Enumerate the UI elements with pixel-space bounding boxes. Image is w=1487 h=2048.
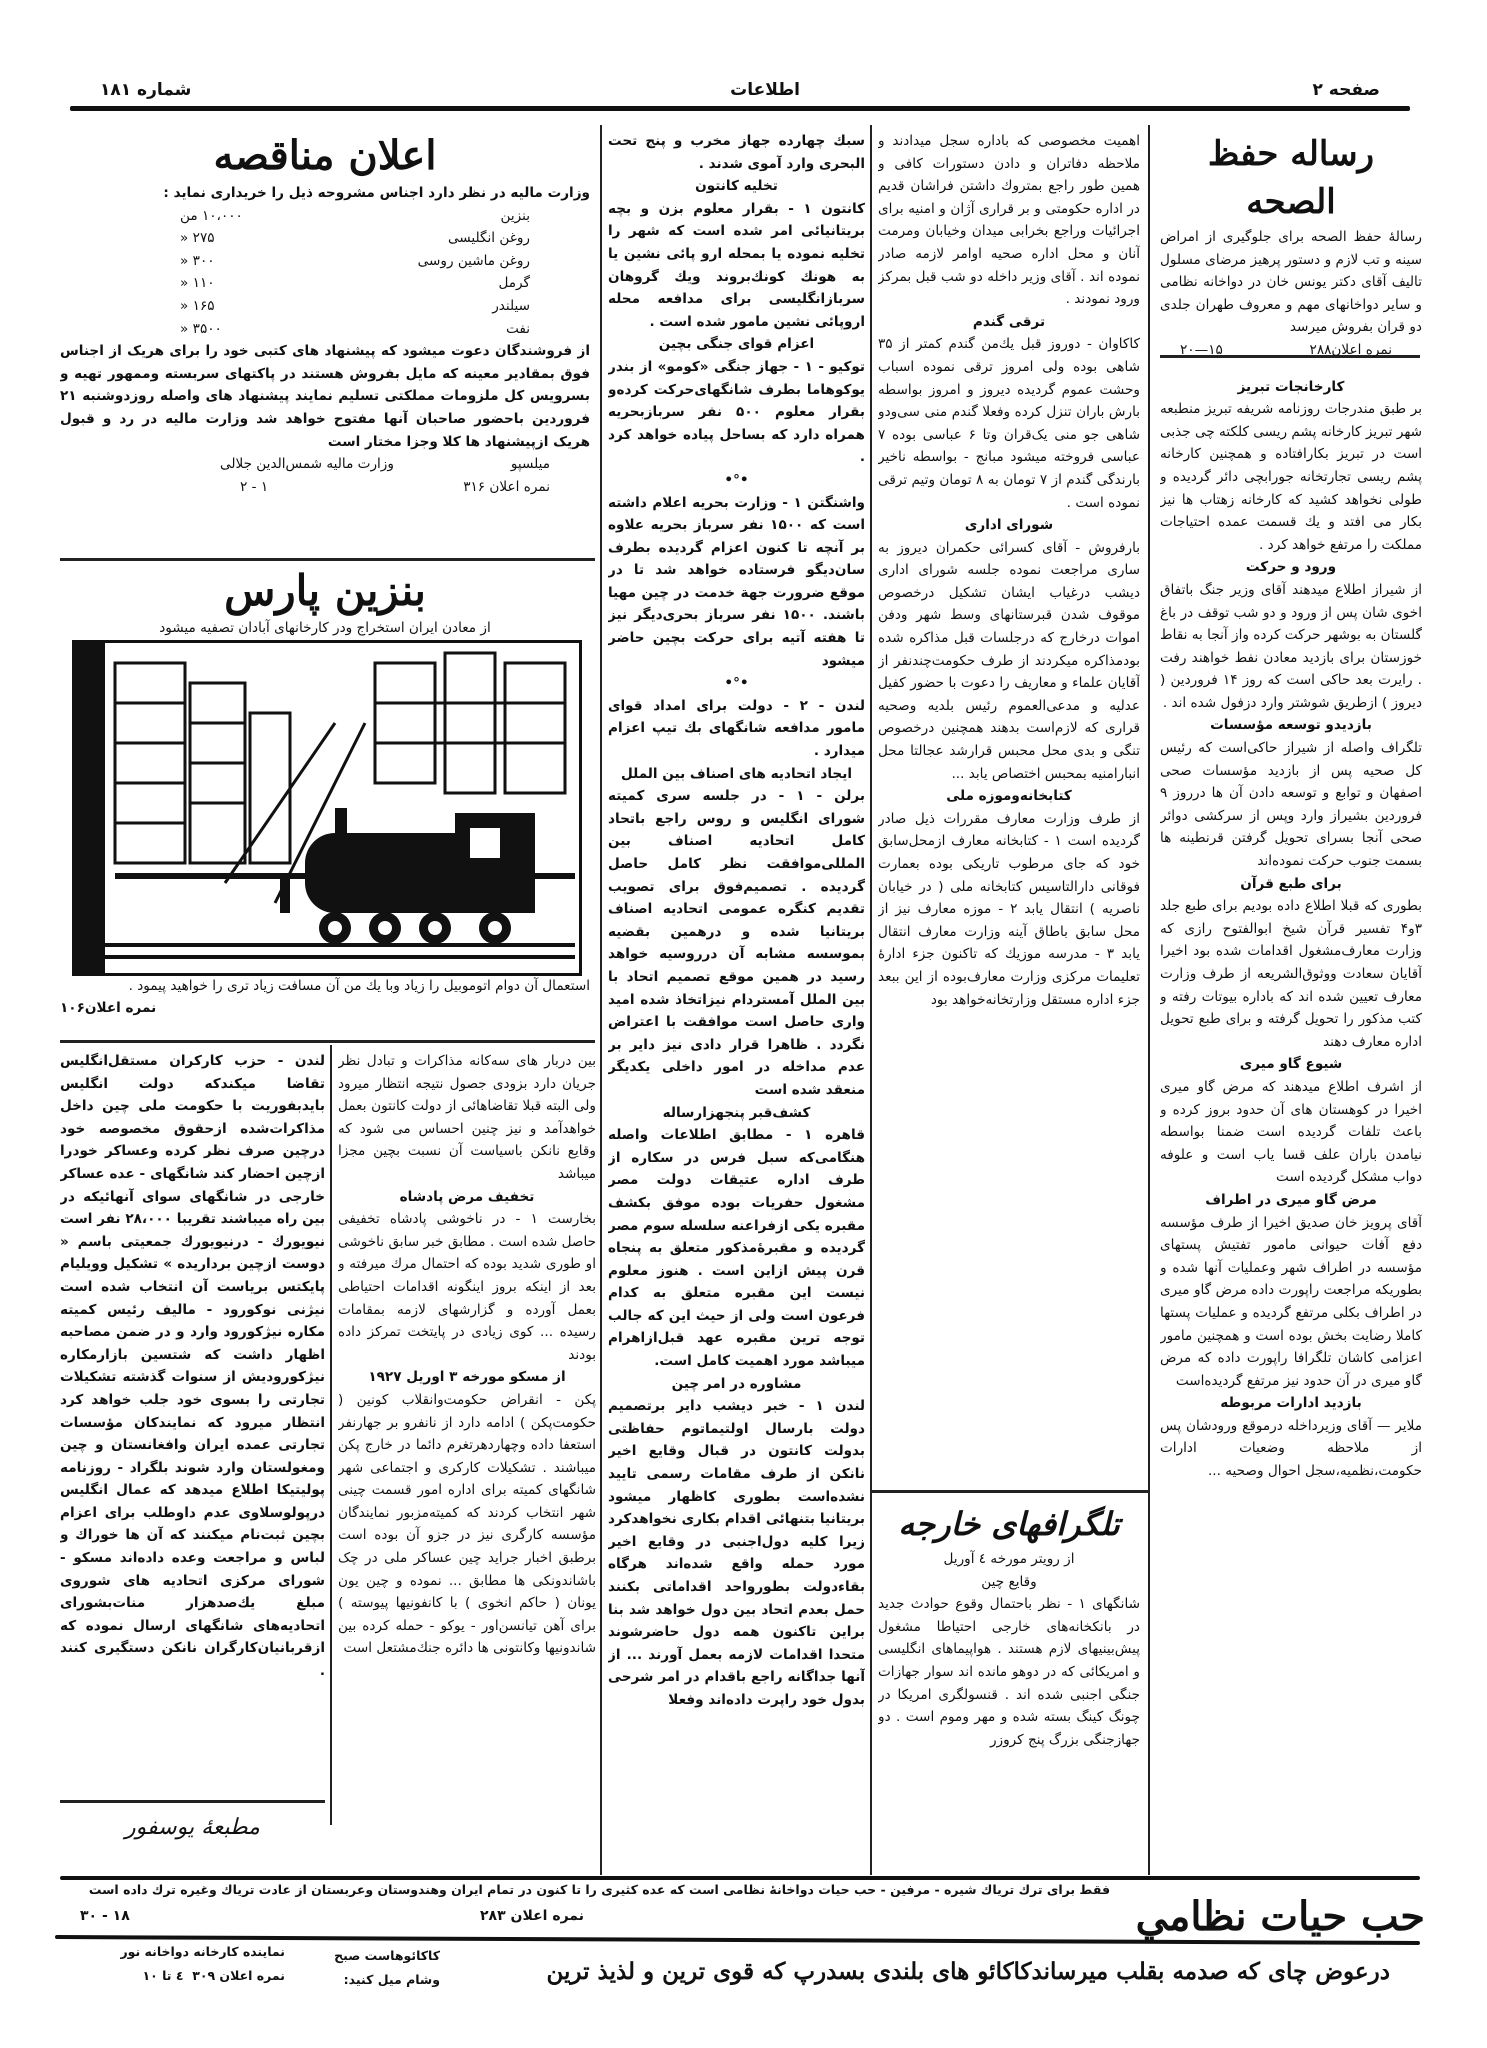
news-column-mid-left bbox=[608, 130, 865, 1875]
news-column-far-left bbox=[60, 1050, 325, 1730]
article-text: اهمیت مخصوصی که باداره سجل میدادند و ملاحظه دفاتران و دادن دستورات کافی و همین طور راجع بمتروك داشتن فراشان قدیم در اداره حکومتی و بر قراری آژان و امنیه برای اجرائیات وراجع بخرابی میدان وخیابان ومرمت آنان و محل اداره صحیه اوامر لازمه صادر نموده اند . آقای وزیر داخله دو شب قبل بمرکز ورود نمودند . bbox=[878, 133, 1140, 308]
article-text: بارفروش - آقای کسرائی حکمران دیروز به ساری مراجعت نموده جلسه شورای اداری دیشب درغیاب ایشان تشکیل درخصوص موقوف شدن قبرستانهای وسط شهر ودفن اموات درخارج که درجلسات قبل مذاکره شده بودمذاکره میکردند از طرف حکومت‌چندنفر از آقایان علماء و معاریف را دعوت با حضور کفیل عدلیه و مدعی‌العموم رئیس بلدیه وصحیه قراری که لازم‌است بدهند همچنین درخصوص تنگی و بدی محل محبس قرارشد عجالتا محل انبارامنیه بمحبس اختصاص یابد ... bbox=[878, 539, 1140, 782]
article-text: لندن ۱ - خبر دیشب دایر برتصمیم دولت بارسال اولتیماتوم حفاظتی بدولت کانتون در قبال وقایع اخیر نانکن از طرف مقامات رسمی تایید نشده‌است بطوری کاظهار میشود بریتانیا بتنهائی اقدام بکاری نخواهدکرد زیرا کلیه دول‌اجنبی در وقایع اخیر مورد حمله واقع شده‌اند هرگاه بقاءدولت بطورواحد اقداماتی بکنند حمل بعدم اتحاد بین دول خواهد شد بنا براین تاکنون همه دول حاضرشوند متحدا اقدامات لازمه بعمل آورند ... از آنها جداگانه راجع باقدام در امر شرحی بدول خود راپرت داده‌اند وفعلا bbox=[608, 1398, 865, 1708]
cocoa-ad-number: نمره اعلان ۳۰۹ ٤ تا ۱۰ bbox=[142, 1968, 285, 1983]
tender-ad bbox=[60, 130, 590, 555]
ad-number: نمره اعلان۲۸۸ bbox=[1309, 341, 1392, 358]
article-text: بخارست ۱ - در ناخوشی پادشاه تخفیفی حاصل شده است . مطابق خبر سابق ناخوشی او طوری شدید بوده که احتمال مرك میرفته و بعد از اینکه بروز اینگونه اقدامات احتیاطی بعمل آورده و گزارشهای لازمه بمقامات رسیده ... کوی زیادی در پایتخت تمرکز داده بودند bbox=[338, 1211, 596, 1363]
newspaper-title: اطلاعات bbox=[730, 80, 800, 100]
article-heading: شورای اداری bbox=[964, 517, 1054, 534]
tender-ad-title: اعلان مناقصه bbox=[213, 132, 437, 179]
article-heading: اعزام قوای جنگی بچین bbox=[658, 336, 815, 353]
benzin-ad-title: بنزین پارس bbox=[224, 566, 426, 615]
cocoa-ad-agent: نماینده کارخانه دواخانه نور bbox=[120, 1944, 285, 1959]
article-heading: مشاوره در امر چین bbox=[671, 1375, 802, 1392]
bottom-rule bbox=[60, 1876, 1420, 1880]
tender-item: روغن ماشین روسی ۳۰۰ « bbox=[180, 252, 530, 269]
ad-number: نمره اعلان ۲۸۳ bbox=[480, 1908, 584, 1924]
separator-dots: •°• bbox=[724, 675, 749, 692]
column-divider bbox=[870, 125, 872, 1875]
article-text: بر طبق مندرجات روزنامه شریفه تبریز منطبعه شهر تبریز کارخانه پشم ریسی کلکته چی جذبی است در تبریز بکارافتاده و همچنین کارخانه پشم ریسی تجارتخانه جورابچی دائر گردیده و طولی نخواهد کشید که کارخانه زهتاب ها نیز بکار می افتد و یك قسمت عمده احتیاجات مملکت را مرتفع خواهد کرد . bbox=[1160, 401, 1422, 553]
news-column-mid-right bbox=[878, 130, 1140, 1485]
page-number: صفحه ۲ bbox=[1312, 80, 1380, 100]
benzin-ad-subtitle: از معادن ایران استخراج ودر کارخانهای آبادان تصفیه میشود bbox=[159, 620, 491, 636]
article-text: شانگهای ۱ - نظر باحتمال وقوع حوادث جدید در بانکخانه‌های خارجی احتیاطا مشغول پیش‌بینیهای لازم هستند . هواپیماهای انگلیسی و امریکائی که در دوهو مانده اند سوار جهازات جنگی اجنبی شده اند . قنسولگری امریکا در چونگ کینگ بسته شده و مهر وموم است . دو جهازجنگی بزرگ پنج کروزر bbox=[878, 1596, 1140, 1748]
article-heading: کتابخانه‌وموزه ملی bbox=[946, 788, 1072, 805]
pill-ad-text: فقط برای ترك تریاك شیره - مرفین - حب حیات دواخانهٔ نظامی است که عده کثیری را تا کنون در تمام ایران وهندوستان وعربستان از عادت تریاك وغیره ترك داده است bbox=[88, 1882, 1110, 1897]
separator-dots: •°• bbox=[724, 471, 749, 488]
section-rule bbox=[60, 1800, 325, 1803]
article-heading: تخفیف مرض پادشاه bbox=[399, 1188, 535, 1205]
health-ad-title: رساله حفظ الصحه bbox=[1207, 134, 1375, 222]
tender-sign-left: وزارت مالیه شمس‌الدین جلالی bbox=[220, 456, 394, 473]
masthead-rule bbox=[70, 106, 1410, 111]
article-heading: ترقی گندم bbox=[972, 313, 1046, 330]
article-heading: ایجاد اتحادیه های اصناف بین الملل bbox=[621, 765, 852, 782]
section-rule bbox=[870, 1490, 1148, 1493]
tender-ad-intro: وزارت مالیه در نظر دارد اجناس مشروحه ذیل را خریداری نماید : bbox=[163, 185, 590, 201]
printer-stamp: مطبعهٔ یوسفور bbox=[125, 1815, 260, 1840]
telegrams-subtitle: از رویتر مورخه ٤ آوریل bbox=[943, 1551, 1075, 1567]
article-heading: برای طبع قرآن bbox=[1240, 875, 1342, 892]
foreign-telegrams bbox=[878, 1500, 1140, 1875]
cocoa-ad-note: کاکائوهاست صبح وشام میل کنید: bbox=[334, 1948, 440, 1987]
article-text: لندن - ۲ - دولت برای امداد قوای مامور مدافعه شانگهای بك تیپ اعزام میدارد . bbox=[608, 697, 865, 760]
tender-item: بنزین ۱۰،۰۰۰ من bbox=[180, 207, 530, 224]
article-text: بین دربار های سه‌کانه مذاکرات و تبادل نظر جریان دارد بزودی جصول نتیجه انتظار میرود ولی البته قبلا تقاضاهائی از دولت کانتون بعمل خواهدآمد و نیز چنین احساس می شود که وقایع نانکن باسیاست آن نسبت بچین مجزا میباشد bbox=[338, 1053, 596, 1182]
tender-item: گرمل ۱۱۰ « bbox=[180, 275, 530, 292]
article-text: آقای پرویز خان صدیق اخیرا از طرف مؤسسه دفع آفات حیوانی مامور تفتیش پستهای مؤسسه در اطراف شهر وعملیات آنها شده و بطوریکه مراجعت راپورت داده مرض گاو میری در اطراف بکلی مرتفع گردیده و عملیات پستها کاملا رضایت بخش بوده است و همچنین مامور اعزامی کاشان تلگرافا راپورت داده که مرض گاو میری در آن حدود نیز مرتفع گردیده‌است bbox=[1160, 1214, 1422, 1389]
cocoa-ad-headline: درعوض چای که صدمه بقلب میرساندکاکائو های بلندی بسدرپ که قوی ترین و لذیذ ترین bbox=[546, 1958, 1390, 1985]
health-ad-body: رسالهٔ حفظ الصحه برای جلوگیری از امراض سینه و تب لازم و دستور پرهیز مرضای مسلول تالیف آقای دکتر یونس خان در دواخانه نظامی و سایر دواخانهای مهم و معروف طهران جلدی دو قران بفروش میرسد bbox=[1160, 229, 1422, 336]
telegrams-title: تلگرافهای خارجه bbox=[898, 1505, 1120, 1543]
article-heading: کشف‌قبر پنجهزارساله bbox=[662, 1104, 811, 1121]
news-column-left bbox=[338, 1050, 596, 1825]
ad-number: نمره اعلان ۳۱۶ bbox=[463, 478, 550, 495]
pill-ad-title: حب حیات نظامي bbox=[1135, 1893, 1425, 1940]
article-heading: مرض گاو میری در اطراف bbox=[1205, 1191, 1377, 1208]
column-divider bbox=[600, 125, 602, 1875]
tender-ad-body: از فروشندگان دعوت میشود که پیشنهاد های کتبی خود را برای هریک از اجناس فوق بمقادیر معینه که مایل بفروش هستند در پاکتهای سربسته وممهور تهیه و بسرویس کل ملزومات مملکتی تسلیم نمایند پیشنهاد های واصله روزدوشنبه ۲۱ فروردین باحضور صاحبان آنها مفتوح خواهد شد وزارت مالیه در رد و قبول هریک ازپیشنهاد ها کلا وجزا مختار است bbox=[60, 343, 590, 450]
article-text: قاهره ۱ - مطابق اطلاعات واصله هنگامی‌که سبل فرس در سکاره از طرف اداره عتیقات دولت مصر مشغول حفریات بوده موفق بکشف مقبره یکی ازفراعنه سلسله سوم مصر گردیده و مقبرهٔ‌مذکور متعلق به پنجاه قرن پیش ازاین است . هنوز معلوم نیست این مقبره متعلق به کدام فرعون است ولی از حیث این که جالب توجه ترین مقبره عهد قبل‌ازاهرام میباشد مورد اهمیت کامل است. bbox=[608, 1127, 865, 1370]
article-text: سبك چهارده جهاز مخرب و پنج تحت البحری وارد آموی شدند . bbox=[608, 133, 865, 172]
telegrams-subheading: وقایع چین bbox=[981, 1573, 1037, 1590]
article-heading: شیوع گاو میری bbox=[1239, 1056, 1343, 1073]
benzin-ad-caption: استعمال آن دوام اتوموبیل را زیاد وبا یك من آن مسافت زیاد تری را خواهید پیمود . bbox=[128, 978, 590, 994]
article-text: تلگراف واصله از شیراز حاکی‌است که رئیس کل صحیه پس از بازدید مؤسسات صحی اصفهان و توابع و توسعه دادن آن ها درروز ۹ فروردین بشیراز وارد وپس از سرکشی دوائر صحی آنجا بسرای تحویل گرفتن قرنطینه ها بسمت جنوب حرکت نموده‌اند bbox=[1160, 740, 1422, 870]
article-text: واشنگتن ۱ - وزارت بحریه اعلام داشته است که ۱۵۰۰ نفر سرباز بحریه علاوه بر آنچه تا کنون اعزام گردیده بطرف سان‌دیگو فرستاده خواهد شد تا در موقع ضرورت جهة خدمت در چین مهیا باشند. ۱۵۰۰ نفر سرباز بحری‌دیگر نیز تا هفته آتیه برای حرکت بچین حاضر میشود bbox=[608, 494, 865, 669]
ad-run: ۱۵—۲۰ bbox=[1180, 341, 1223, 358]
ad-run: ۱ - ۲ bbox=[240, 478, 269, 495]
article-heading: تخلیه کانتون bbox=[695, 178, 778, 195]
article-text: کاکاوان - دوروز قبل یك‌من گندم کمتر از ۳۵ شاهی بوده ولی امروز ترقی نموده اسباب وحشت عموم گردیده دیروز و امروز بواسطه بارش باران تنزل کرده وفعلا گندم منی سی‌ودو شاهی جو منی یک‌قران وتا ۶ عباسی بوده ۷ عباسی فروخته میشود مبانج - بواسطه ناخیر بارندگی گندم از ۷ تومان به ۸ تومان وتیم ترقی نموده است . bbox=[878, 336, 1140, 511]
news-column-right bbox=[1160, 130, 1422, 1875]
benzin-ad-footer bbox=[60, 975, 590, 1035]
article-heading: کارخانجات تبریز bbox=[1237, 378, 1345, 395]
tender-item: نفت ۳۵۰۰ « bbox=[180, 320, 530, 337]
section-rule bbox=[60, 1040, 595, 1043]
ad-number: نمره اعلان۱۰۶ bbox=[60, 1000, 157, 1016]
article-text: از اشرف اطلاع میدهند که مرض گاو میری اخیرا در کوهستان های آن حدود بروز کرده و باعث تلفات گردیده است ضمنا بواسطه نیامدن باران علف قسا یاب است و علوفه دواب مشکل گردیده است bbox=[1160, 1078, 1422, 1186]
column-divider bbox=[330, 1045, 332, 1825]
article-text: کانتون ۱ - بقرار معلوم بزن و بچه بریتانیائی امر شده است که شهر را تخلیه نموده یا بمحله ارو پائی نشین یا به هونك كونك‌بروند ویك گروهان سربازانگلیسی برای مدافعه محله اروپائی نشین مامور شده است . bbox=[608, 200, 865, 330]
article-heading: بازدید ادارات مربوطه bbox=[1220, 1395, 1362, 1412]
article-text: از شیراز اطلاع میدهند آقای وزیر جنگ باتفاق اخوی شان پس از ورود و دو شب توقف در باغ گلستان به بوشهر حرکت کرده واز آنجا به نقاط خوزستان برای بازدید معادن نفط خواهند رفت . رایرت بعد حاکی است که روز ۱۴ فروردین ( دیروز ) ازطریق شوشتر وارد دزفول شده اند . bbox=[1160, 581, 1422, 711]
article-text: لندن - حزب کارکران مستقل‌انگلیس تقاضا میکندکه دولت انگلیس بایدبفوریت با حکومت ملی چین داخل مذاکرات‌شده ازحقوق مخصوصه خود درچین صرف نظر کرده وعساکر خودرا ازچین احضار کند شانگهای - عده عساکر خارجی در شانگهای سوای آنهائیکه در بین راه میباشند تقریبا ۲۸،۰۰۰ نفر است نیویورك - درنیویورك جمعیتی باسم « دوست ازچین برداریده » تشکیل وویلیام پایکتس بریاست آن انتخاب شده است نیژنی نوکورود - مالیف رئیس کمیته مکاره نیژکورود وارد و در ضمن مصاحبه اظهار داشت که شتسین بازارمکاره نیژکورودیش از سنوات گذشته تشکیلات تجارتی را بسوی خود جلب خواهد کرد انتظار میرود که نمایندکان مؤسسات تجارتی عمده ایران وافغانستان و چین ومغولستان وارد شوند بلگراد - روزنامه پولیتیکا اطلاع میدهد که عمال انگلیس درپولوسلاوی عدم داوطلب برای اعزام بچین ثبت‌نام میکنند که آن ها خوراك و لباس و مراجعت وعده داده‌اند مسکو - شورای مرکزی اتحادیه های شوروی مبلغ‌ یك‌صدهزار منات‌بشورای اتحادیه‌های شانگهای ارسال نموده که ازقربانیان‌کارگران نانکن دستگیری کنند . bbox=[60, 1053, 325, 1680]
ad-run: ۱۸ - ۳۰ bbox=[80, 1908, 130, 1924]
article-text: از طرف وزارت معارف مقررات ذیل صادر گردیده است ۱ - کتابخانه معارف ازمحل‌سابق خود که جای مرطوب تاریکی بوده بعمارت فوقانی دارالتاسیس کتابخانه ملی ( در خیابان ناصریه ) انتقال یابد ۲ - موزه معارف نیز از محل سابق باطاق آینه وزارت معارف انتقال یابد ۳ - مدرسه موزیك که تاکنون جزء ادارهٔ تعلیمات مرکزی وزارت معارف‌بوده از این ببعد جزء اداره مستقل وزارتخانه‌خواهد بود bbox=[878, 810, 1140, 1008]
article-text: پکن - انقراض حکومت‌وانقلاب کونین ( حکومت‌پکن ) ادامه دارد از نانفرو بر جهارنفر استعفا داده وچهاردهرتغرم دائما در خارج پکن میباشند . تشکیلات کارکری و اجتماعی شهر شانگهای کمیته برای اداره امور قسمت چینی شهر انتخاب کردند که کمیته‌مزبور نمایندگان مؤسسه کارگری نیز در جزو آن بوده است برطبق اخبار جراید چین عساکر ملی در چک باشاندونکی ها مطابق ... نموده و چین یون یونان ( حاکم انخوی ) با کانفونیها پیوسته ) برای آهن تیانسن‌اور - یوکو - حمله کرده بین شاندونیها وکانتونی ها دائره جنك‌مشتعل است bbox=[338, 1391, 596, 1657]
article-text: برلن - ۱ - در جلسه سری کمیته شورای انگلیس و روس راجع باتحاد کامل اتحادیه اصناف بین المللی‌موافقت نظر کامل حاصل گردیده . تصمیم‌فوق برای تصویب تقدیم کنگره عمومی اتحادیه اصناف بریتانیا شده و درهمین بقضیه بموسسه مشابه آن درروسیه خواهد رسید در همین موقع تصمیم اتحاد با بین الملل آمستردام نیزاتخاذ شده امید واری حاصل است موافقت با اعتراض نگردد . ظاهرا قرار دادی نیز دایر بر عدم مداخله در امور داخلی یکدیگر منعقد شده است bbox=[608, 788, 865, 1098]
article-text: توکیو - ۱ - جهاز جنگی «کومو» از بندر یوکوهاما بطرف شانگهای‌حرکت کرده‌و بقرار معلوم ۵۰۰ نفر سرباز‌بحریه همراه دارد که بساحل پیاده خواهد کرد . bbox=[608, 358, 865, 466]
section-rule bbox=[60, 558, 595, 561]
article-heading: از مسکو مورخه ۳ اوریل ۱۹۲۷ bbox=[368, 1369, 566, 1386]
issue-number: شماره ۱۸۱ bbox=[100, 80, 192, 100]
article-text: بطوری که قبلا اطلاع داده بودیم برای طبع جلد ۳و۴ تفسیر قرآن شیخ ابوالفتوح رازی که وزارت معارف‌مشغول اقدامات شده بود اخیرا آقایان سعادت ووثوق‌الشریعه از طرف وزارت معارف تعیین شده اند که باداره بیوتات رفته و کتب مذکور را تحویل گرفته و برای طبع تحویل اداره معارف دهند bbox=[1160, 898, 1422, 1050]
tender-sign-right: میلسپو bbox=[510, 456, 550, 473]
refinery-illustration bbox=[72, 640, 582, 976]
article-heading: ورود و حرکت bbox=[1245, 559, 1337, 576]
refinery-locomotive-image bbox=[75, 643, 579, 973]
article-heading: بازدیدو توسعه مؤسسات bbox=[1210, 717, 1372, 734]
tender-item: سیلندر ۱۶۵ « bbox=[180, 297, 530, 314]
tender-item: روغن انگلیسی ۲۷۵ « bbox=[180, 230, 530, 247]
column-divider bbox=[1148, 125, 1150, 1875]
article-text: ملایر — آقای وزیرداخله درموقع ورودشان پس از ملاحظه وضعیات ادارات حکومت،نظمیه،سجل احوال وصحیه ... bbox=[1160, 1417, 1422, 1480]
